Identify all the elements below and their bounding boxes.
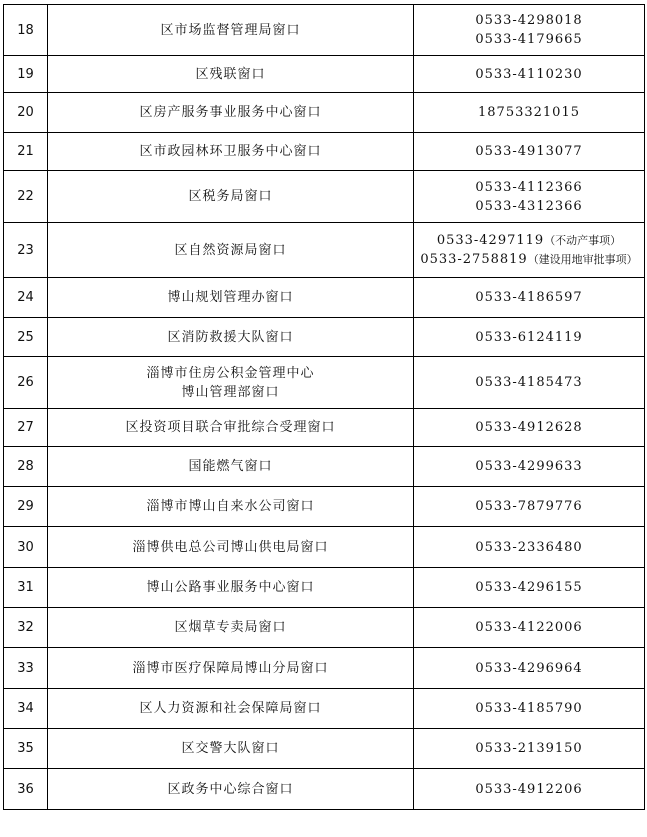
table-row [4, 447, 645, 487]
window-name: 区烟草专卖局窗口 [174, 620, 287, 635]
window-name: 淄博供电总公司博山供电局窗口 [132, 539, 329, 555]
window-name: 国能燃气窗口 [188, 459, 273, 474]
row-number: 34 [4, 689, 48, 729]
phone-number: 0533-4185790 [475, 701, 583, 716]
phone-number: 18753321015 [478, 105, 580, 120]
window-name-cell [48, 608, 414, 648]
phone-number: 0533-4122006 [475, 620, 583, 635]
table-row [4, 171, 645, 223]
phone-cell [414, 93, 645, 133]
phone-note: （不动产事项） [544, 234, 622, 247]
phone-line [414, 739, 644, 758]
window-name-cell [48, 447, 414, 487]
phone-number: 0533-4299633 [475, 459, 583, 474]
table-row [4, 568, 645, 608]
phone-cell [414, 5, 645, 56]
phone-line [414, 578, 644, 597]
window-name-cell [48, 648, 414, 689]
window-name-cell [48, 357, 414, 409]
phone-line [414, 418, 644, 437]
row-number: 27 [4, 409, 48, 447]
phone-cell [414, 318, 645, 357]
phone-cell [414, 357, 645, 409]
row-number: 26 [4, 357, 48, 409]
table-row [4, 93, 645, 133]
table-row [4, 729, 645, 769]
phone-line [414, 142, 644, 161]
phone-number: 0533-4186597 [475, 290, 583, 305]
phone-line [414, 178, 644, 197]
window-name: 区投资项目联合审批综合受理窗口 [125, 420, 336, 435]
row-number: 22 [4, 171, 48, 223]
window-name-cell [48, 56, 414, 93]
phone-number: 0533-4912628 [475, 420, 583, 435]
phone-line [414, 231, 644, 250]
window-name: 博山规划管理办窗口 [167, 290, 294, 305]
row-number: 31 [4, 568, 48, 608]
phone-line [414, 373, 644, 392]
phone-line [414, 250, 644, 269]
row-number: 33 [4, 648, 48, 689]
window-name-cell [48, 409, 414, 447]
table-row [4, 5, 645, 56]
phone-number: 0533-4298018 [475, 13, 583, 28]
phone-cell [414, 769, 645, 810]
phone-cell [414, 568, 645, 608]
window-name-cell [48, 223, 414, 278]
window-name: 区市政园林环卫服务中心窗口 [139, 144, 322, 159]
row-number: 23 [4, 223, 48, 278]
phone-number: 0533-4112366 [475, 179, 583, 195]
phone-cell [414, 409, 645, 447]
phone-number: 0533-4185473 [475, 375, 583, 390]
table-row [4, 487, 645, 527]
phone-line [414, 103, 644, 122]
row-number: 21 [4, 133, 48, 171]
phone-line [414, 288, 644, 307]
window-name-cell [48, 568, 414, 608]
phone-number: 0533-4913077 [475, 144, 583, 159]
table-row [4, 769, 645, 810]
phone-number: 0533-4312366 [475, 198, 583, 214]
window-name-cell [48, 729, 414, 769]
window-name: 区市场监督管理局窗口 [160, 22, 301, 38]
phone-number: 0533-2758819 [420, 252, 528, 267]
phone-cell [414, 689, 645, 729]
window-name: 区政务中心综合窗口 [167, 781, 294, 797]
window-name: 淄博市住房公积金管理中心 [146, 365, 315, 381]
table-row [4, 648, 645, 689]
table-row [4, 223, 645, 278]
window-name: 区人力资源和社会保障局窗口 [139, 701, 322, 716]
phone-number: 0533-7879776 [475, 499, 583, 514]
phone-number: 0533-4179665 [475, 32, 583, 47]
row-number: 35 [4, 729, 48, 769]
phone-number: 0533-4912206 [475, 781, 583, 797]
phone-line [414, 30, 644, 49]
window-name-cell [48, 171, 414, 223]
phone-cell [414, 56, 645, 93]
phone-cell [414, 133, 645, 171]
window-name-cell [48, 133, 414, 171]
table-row [4, 409, 645, 447]
window-name: 博山管理部窗口 [181, 384, 280, 400]
phone-line [414, 457, 644, 476]
phone-cell [414, 729, 645, 769]
phone-line [414, 538, 644, 557]
row-number: 20 [4, 93, 48, 133]
table-body [4, 5, 645, 810]
row-number: 25 [4, 318, 48, 357]
window-name: 区税务局窗口 [188, 189, 273, 204]
phone-cell [414, 527, 645, 568]
phone-number: 0533-4297119 [436, 233, 545, 248]
phone-line [414, 618, 644, 637]
phone-line [414, 197, 644, 216]
phone-line [414, 780, 644, 799]
table-row [4, 278, 645, 318]
phone-line [414, 699, 644, 718]
phone-cell [414, 648, 645, 689]
phone-line [414, 65, 644, 84]
window-contact-table [3, 4, 645, 810]
phone-number: 0533-4296155 [475, 580, 583, 595]
row-number: 36 [4, 769, 48, 810]
window-name: 区消防救援大队窗口 [167, 329, 294, 345]
phone-number: 0533-4296964 [475, 660, 583, 676]
phone-note: （建设用地审批事项） [527, 253, 638, 266]
row-number: 30 [4, 527, 48, 568]
window-name-cell [48, 318, 414, 357]
phone-cell [414, 278, 645, 318]
phone-number: 0533-6124119 [475, 329, 583, 345]
window-name: 区残联窗口 [195, 66, 266, 82]
window-name-cell [48, 689, 414, 729]
phone-line [414, 11, 644, 30]
window-name: 淄博市医疗保障局博山分局窗口 [132, 660, 329, 676]
window-name-cell [48, 93, 414, 133]
window-name: 区交警大队窗口 [181, 741, 280, 756]
window-name: 淄博市博山自来水公司窗口 [146, 499, 315, 514]
row-number: 29 [4, 487, 48, 527]
table-row [4, 608, 645, 648]
phone-line [414, 497, 644, 516]
table-row [4, 318, 645, 357]
window-name: 区房产服务事业服务中心窗口 [139, 105, 322, 120]
window-name-cell [48, 527, 414, 568]
window-name-cell [48, 487, 414, 527]
phone-number: 0533-2336480 [475, 539, 583, 555]
phone-cell [414, 447, 645, 487]
row-number: 24 [4, 278, 48, 318]
table-row [4, 133, 645, 171]
row-number: 28 [4, 447, 48, 487]
phone-number: 0533-2139150 [475, 741, 583, 756]
phone-line [414, 659, 644, 678]
row-number: 32 [4, 608, 48, 648]
row-number: 19 [4, 56, 48, 93]
table-row [4, 527, 645, 568]
window-name-cell [48, 5, 414, 56]
phone-cell [414, 223, 645, 278]
window-name: 区自然资源局窗口 [174, 242, 287, 258]
window-name-cell [48, 769, 414, 810]
table-row [4, 56, 645, 93]
phone-number: 0533-4110230 [475, 66, 583, 82]
window-name: 博山公路事业服务中心窗口 [146, 580, 315, 595]
phone-cell [414, 487, 645, 527]
window-name-cell [48, 278, 414, 318]
row-number: 18 [4, 5, 48, 56]
phone-cell [414, 171, 645, 223]
phone-line [414, 328, 644, 347]
table-row [4, 357, 645, 409]
table-row [4, 689, 645, 729]
phone-cell [414, 608, 645, 648]
